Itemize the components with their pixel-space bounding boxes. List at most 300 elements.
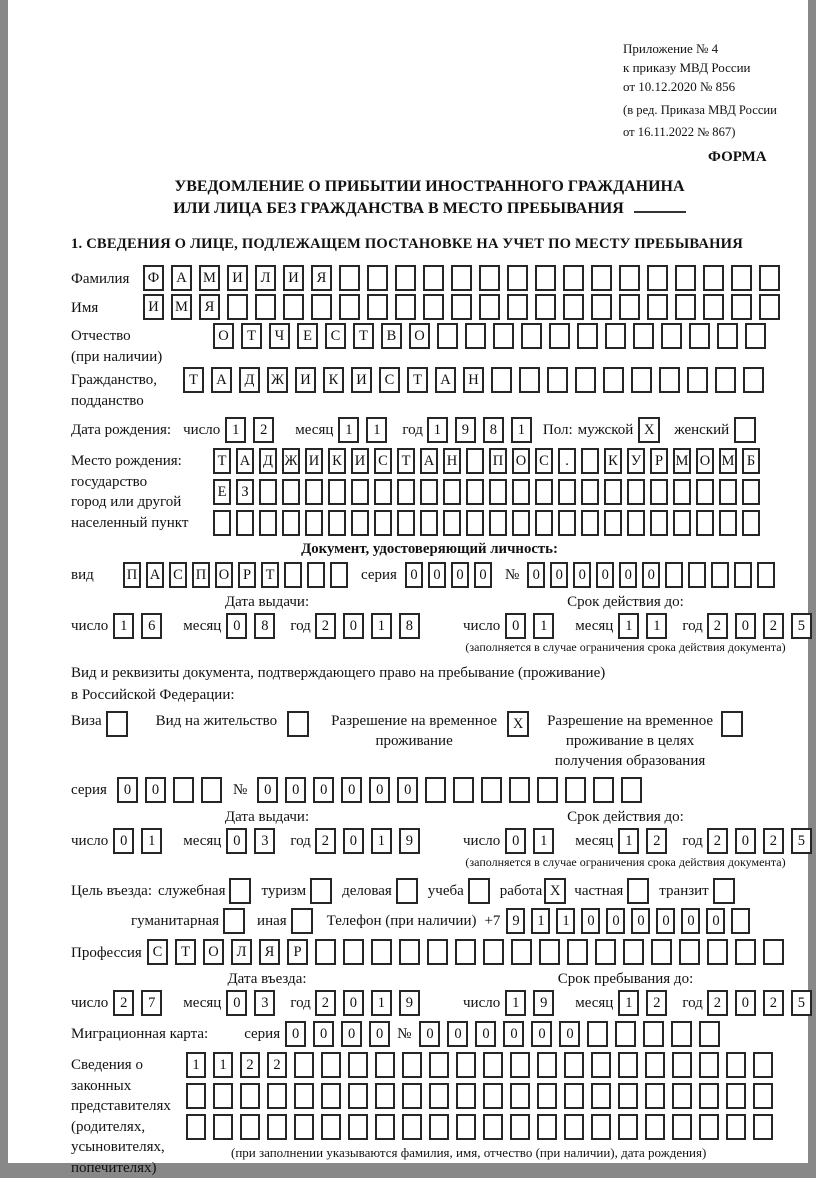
cell[interactable] [510,1052,530,1078]
cell[interactable] [186,1083,206,1109]
cell[interactable] [511,939,532,965]
cell[interactable]: 3 [254,990,275,1016]
cell[interactable]: 1 [646,613,667,639]
cell[interactable]: 0 [706,908,725,934]
birth-place-cells-row3[interactable] [213,510,765,536]
cell[interactable]: 8 [483,417,504,443]
cell[interactable] [395,265,416,291]
cell[interactable]: С [535,448,553,474]
cell[interactable] [719,479,737,505]
cell[interactable]: 1 [533,613,554,639]
cell[interactable] [731,908,750,934]
cell[interactable]: 2 [267,1052,287,1078]
cell[interactable]: X [638,417,660,443]
cell[interactable] [305,479,323,505]
purpose-study-checkbox[interactable] [468,878,490,904]
cell[interactable]: 8 [399,613,420,639]
cell[interactable]: 0 [117,777,138,803]
representatives-cells-row1[interactable] [186,1052,780,1078]
cell[interactable]: Л [255,265,276,291]
cell[interactable]: 6 [141,613,162,639]
birth-place-cells-row1[interactable] [213,448,765,474]
cell[interactable] [699,1114,719,1140]
cell[interactable]: 0 [735,613,756,639]
cell[interactable]: 0 [503,1021,524,1047]
residence-issue-month-cells[interactable] [226,828,282,854]
cell[interactable]: О [512,448,530,474]
cell[interactable] [591,1052,611,1078]
cell[interactable] [507,294,528,320]
cell[interactable]: 0 [631,908,650,934]
cell[interactable]: 0 [285,777,306,803]
cell[interactable] [106,711,128,737]
cell[interactable] [721,711,743,737]
cell[interactable] [213,1083,233,1109]
cell[interactable] [713,878,735,904]
cell[interactable] [734,417,756,443]
cell[interactable] [328,510,346,536]
cell[interactable] [564,1114,584,1140]
cell[interactable] [549,323,570,349]
cell[interactable]: 9 [455,417,476,443]
cell[interactable] [558,510,576,536]
cell[interactable]: Е [297,323,318,349]
cell[interactable]: 9 [399,828,420,854]
cell[interactable]: 0 [343,990,364,1016]
cell[interactable] [348,1052,368,1078]
cell[interactable]: 0 [505,613,526,639]
cell[interactable] [703,265,724,291]
cell[interactable]: К [328,448,346,474]
cell[interactable] [577,323,598,349]
cell[interactable]: 2 [763,613,784,639]
cell[interactable]: 2 [240,1052,260,1078]
cell[interactable] [213,510,231,536]
cell[interactable] [282,479,300,505]
cell[interactable]: 0 [369,1021,390,1047]
cell[interactable]: X [544,878,566,904]
cell[interactable] [645,1114,665,1140]
cell[interactable] [229,878,251,904]
cell[interactable] [591,1083,611,1109]
cell[interactable] [456,1114,476,1140]
cell[interactable] [201,777,222,803]
cell[interactable] [465,323,486,349]
entry-month-cells[interactable] [226,990,282,1016]
cell[interactable] [173,777,194,803]
cell[interactable] [423,265,444,291]
cell[interactable] [593,777,614,803]
cell[interactable]: О [696,448,714,474]
cell[interactable] [633,323,654,349]
cell[interactable] [581,510,599,536]
cell[interactable] [396,878,418,904]
cell[interactable] [489,510,507,536]
cell[interactable] [429,1083,449,1109]
cell[interactable]: 0 [475,1021,496,1047]
cell[interactable]: 0 [474,562,492,588]
cell[interactable] [328,479,346,505]
cell[interactable]: И [351,367,372,393]
cell[interactable]: 0 [369,777,390,803]
cell[interactable]: У [627,448,645,474]
cell[interactable]: 1 [141,828,162,854]
representatives-cells-row3[interactable] [186,1114,780,1140]
cell[interactable] [591,1114,611,1140]
cell[interactable] [510,1114,530,1140]
cell[interactable]: 0 [735,990,756,1016]
cell[interactable] [420,479,438,505]
cell[interactable] [647,265,668,291]
cell[interactable] [507,265,528,291]
cell[interactable] [339,265,360,291]
cell[interactable] [753,1083,773,1109]
cell[interactable] [696,479,714,505]
cell[interactable] [605,323,626,349]
cell[interactable]: Ж [267,367,288,393]
cell[interactable]: 7 [141,990,162,1016]
cell[interactable] [537,1114,557,1140]
cell[interactable]: 8 [254,613,275,639]
cell[interactable]: Л [231,939,252,965]
cell[interactable]: 0 [642,562,660,588]
cell[interactable]: В [381,323,402,349]
cell[interactable] [535,510,553,536]
cell[interactable]: 0 [596,562,614,588]
cell[interactable] [240,1114,260,1140]
cell[interactable] [321,1052,341,1078]
cell[interactable] [627,479,645,505]
cell[interactable] [284,562,302,588]
cell[interactable] [650,510,668,536]
residence-series-cells[interactable] [117,777,229,803]
identity-issue-day-cells[interactable] [113,613,169,639]
cell[interactable] [759,294,780,320]
cell[interactable]: 2 [707,828,728,854]
cell[interactable] [719,510,737,536]
birth-day-cells[interactable] [225,417,281,443]
residence-valid-day-cells[interactable] [505,828,561,854]
cell[interactable] [343,939,364,965]
cell[interactable] [456,1052,476,1078]
cell[interactable] [294,1114,314,1140]
cell[interactable] [512,510,530,536]
cell[interactable]: 2 [646,828,667,854]
residence-valid-year-cells[interactable] [707,828,816,854]
cell[interactable] [711,562,729,588]
cell[interactable] [726,1083,746,1109]
cell[interactable] [399,939,420,965]
cell[interactable] [510,1083,530,1109]
cell[interactable] [631,367,652,393]
cell[interactable]: 1 [371,990,392,1016]
cell[interactable]: 0 [113,828,134,854]
cell[interactable]: 0 [343,613,364,639]
cell[interactable] [563,265,584,291]
cell[interactable] [491,367,512,393]
cell[interactable] [509,777,530,803]
cell[interactable] [647,294,668,320]
cell[interactable]: С [325,323,346,349]
cell[interactable] [483,939,504,965]
cell[interactable] [715,367,736,393]
cell[interactable]: К [604,448,622,474]
entry-year-cells[interactable] [315,990,427,1016]
cell[interactable] [395,294,416,320]
cell[interactable]: С [379,367,400,393]
cell[interactable]: 5 [791,828,812,854]
cell[interactable]: 2 [113,990,134,1016]
cell[interactable] [479,294,500,320]
identity-issue-month-cells[interactable] [226,613,282,639]
cell[interactable]: 2 [763,990,784,1016]
stay-day-cells[interactable] [505,990,561,1016]
purpose-private-checkbox[interactable] [627,878,649,904]
cell[interactable] [466,448,484,474]
cell[interactable]: 0 [397,777,418,803]
cell[interactable]: 2 [315,990,336,1016]
cell[interactable] [294,1083,314,1109]
cell[interactable] [679,939,700,965]
cell[interactable] [311,294,332,320]
cell[interactable] [688,562,706,588]
cell[interactable] [375,1114,395,1140]
cell[interactable] [595,939,616,965]
cell[interactable]: 1 [618,613,639,639]
cell[interactable] [420,510,438,536]
cell[interactable] [402,1052,422,1078]
cell[interactable] [255,294,276,320]
cell[interactable] [287,711,309,737]
cell[interactable] [742,510,760,536]
cell[interactable] [367,265,388,291]
cell[interactable]: 1 [505,990,526,1016]
cell[interactable] [455,939,476,965]
cell[interactable] [307,562,325,588]
cell[interactable]: 1 [531,908,550,934]
cell[interactable]: 1 [556,908,575,934]
cell[interactable]: 0 [226,613,247,639]
cell[interactable] [604,510,622,536]
cell[interactable]: 0 [581,908,600,934]
cell[interactable]: Т [353,323,374,349]
cell[interactable]: И [283,265,304,291]
cell[interactable] [539,939,560,965]
cell[interactable] [310,878,332,904]
cell[interactable] [645,1052,665,1078]
cell[interactable] [675,294,696,320]
entry-day-cells[interactable] [113,990,169,1016]
cell[interactable]: 1 [427,417,448,443]
cell[interactable] [618,1114,638,1140]
cell[interactable] [603,367,624,393]
cell[interactable]: О [409,323,430,349]
cell[interactable] [581,479,599,505]
identity-valid-year-cells[interactable] [707,613,816,639]
cell[interactable] [402,1083,422,1109]
cell[interactable] [479,265,500,291]
cell[interactable] [294,1052,314,1078]
cell[interactable] [726,1114,746,1140]
cell[interactable] [563,294,584,320]
cell[interactable] [726,1052,746,1078]
cell[interactable]: С [169,562,187,588]
cell[interactable]: 1 [113,613,134,639]
cell[interactable]: 0 [451,562,469,588]
edu-permit-checkbox[interactable] [721,711,743,737]
citizenship-cells[interactable] [183,367,771,393]
cell[interactable] [351,479,369,505]
cell[interactable]: П [123,562,141,588]
cell[interactable] [374,510,392,536]
cell[interactable] [371,939,392,965]
cell[interactable] [673,510,691,536]
cell[interactable] [443,479,461,505]
cell[interactable]: 1 [371,613,392,639]
cell[interactable] [429,1052,449,1078]
cell[interactable] [734,562,752,588]
cell[interactable]: 0 [313,1021,334,1047]
cell[interactable]: О [213,323,234,349]
migration-series-cells[interactable] [285,1021,397,1047]
cell[interactable] [699,1083,719,1109]
cell[interactable]: 0 [559,1021,580,1047]
cell[interactable] [282,510,300,536]
cell[interactable] [661,323,682,349]
cell[interactable]: 0 [527,562,545,588]
cell[interactable]: А [146,562,164,588]
cell[interactable] [759,265,780,291]
purpose-humanitarian-checkbox[interactable] [223,908,245,934]
cell[interactable]: П [489,448,507,474]
cell[interactable]: 0 [285,1021,306,1047]
cell[interactable] [267,1114,287,1140]
representatives-cells-row2[interactable] [186,1083,780,1109]
residence-issue-year-cells[interactable] [315,828,427,854]
cell[interactable] [565,777,586,803]
cell[interactable] [402,1114,422,1140]
cell[interactable] [186,1114,206,1140]
cell[interactable]: 1 [225,417,246,443]
cell[interactable]: 2 [763,828,784,854]
birth-month-cells[interactable] [338,417,394,443]
cell[interactable]: 1 [366,417,387,443]
cell[interactable] [227,294,248,320]
cell[interactable] [283,294,304,320]
cell[interactable] [687,367,708,393]
cell[interactable] [735,939,756,965]
cell[interactable] [236,510,254,536]
cell[interactable]: Т [397,448,415,474]
cell[interactable] [213,1114,233,1140]
cell[interactable]: М [199,265,220,291]
cell[interactable] [659,367,680,393]
cell[interactable]: 0 [606,908,625,934]
cell[interactable] [581,448,599,474]
cell[interactable] [615,1021,636,1047]
cell[interactable] [493,323,514,349]
cell[interactable]: 2 [646,990,667,1016]
cell[interactable]: 2 [253,417,274,443]
cell[interactable] [558,479,576,505]
cell[interactable] [703,294,724,320]
cell[interactable]: Д [239,367,260,393]
purpose-tourism-checkbox[interactable] [310,878,332,904]
cell[interactable] [423,294,444,320]
cell[interactable]: 1 [371,828,392,854]
cell[interactable]: Р [238,562,256,588]
purpose-official-checkbox[interactable] [229,878,251,904]
cell[interactable]: Б [742,448,760,474]
purpose-business-checkbox[interactable] [396,878,418,904]
cell[interactable]: Т [183,367,204,393]
cell[interactable]: Н [463,367,484,393]
cell[interactable] [348,1083,368,1109]
cell[interactable] [731,294,752,320]
cell[interactable]: 0 [573,562,591,588]
cell[interactable] [481,777,502,803]
cell[interactable]: 0 [619,562,637,588]
residence-permit-checkbox[interactable] [287,711,309,737]
cell[interactable]: А [420,448,438,474]
cell[interactable]: И [305,448,323,474]
cell[interactable]: 0 [419,1021,440,1047]
cell[interactable] [466,479,484,505]
cell[interactable] [671,1021,692,1047]
cell[interactable] [753,1052,773,1078]
cell[interactable] [259,479,277,505]
cell[interactable] [427,939,448,965]
cell[interactable]: Е [213,479,231,505]
birth-year-cells[interactable] [427,417,539,443]
cell[interactable] [537,777,558,803]
cell[interactable] [672,1052,692,1078]
cell[interactable] [425,777,446,803]
cell[interactable]: Я [311,265,332,291]
cell[interactable] [519,367,540,393]
cell[interactable] [650,479,668,505]
cell[interactable] [521,323,542,349]
identity-valid-month-cells[interactable] [618,613,674,639]
cell[interactable] [547,367,568,393]
cell[interactable] [537,1052,557,1078]
cell[interactable]: А [435,367,456,393]
cell[interactable]: 9 [533,990,554,1016]
cell[interactable]: А [211,367,232,393]
cell[interactable] [483,1052,503,1078]
cell[interactable] [757,562,775,588]
cell[interactable] [699,1052,719,1078]
cell[interactable]: 1 [511,417,532,443]
cell[interactable]: Т [241,323,262,349]
cell[interactable] [291,908,313,934]
cell[interactable]: Р [287,939,308,965]
cell[interactable]: П [192,562,210,588]
birth-place-cells-row2[interactable] [213,479,765,505]
cell[interactable]: Т [175,939,196,965]
cell[interactable]: 0 [656,908,675,934]
cell[interactable] [483,1114,503,1140]
cell[interactable]: 3 [254,828,275,854]
cell[interactable] [453,777,474,803]
cell[interactable] [587,1021,608,1047]
cell[interactable] [223,908,245,934]
cell[interactable]: 9 [506,908,525,934]
migration-number-cells[interactable] [419,1021,727,1047]
patronymic-cells[interactable] [213,323,773,349]
cell[interactable] [745,323,766,349]
cell[interactable]: 0 [405,562,423,588]
